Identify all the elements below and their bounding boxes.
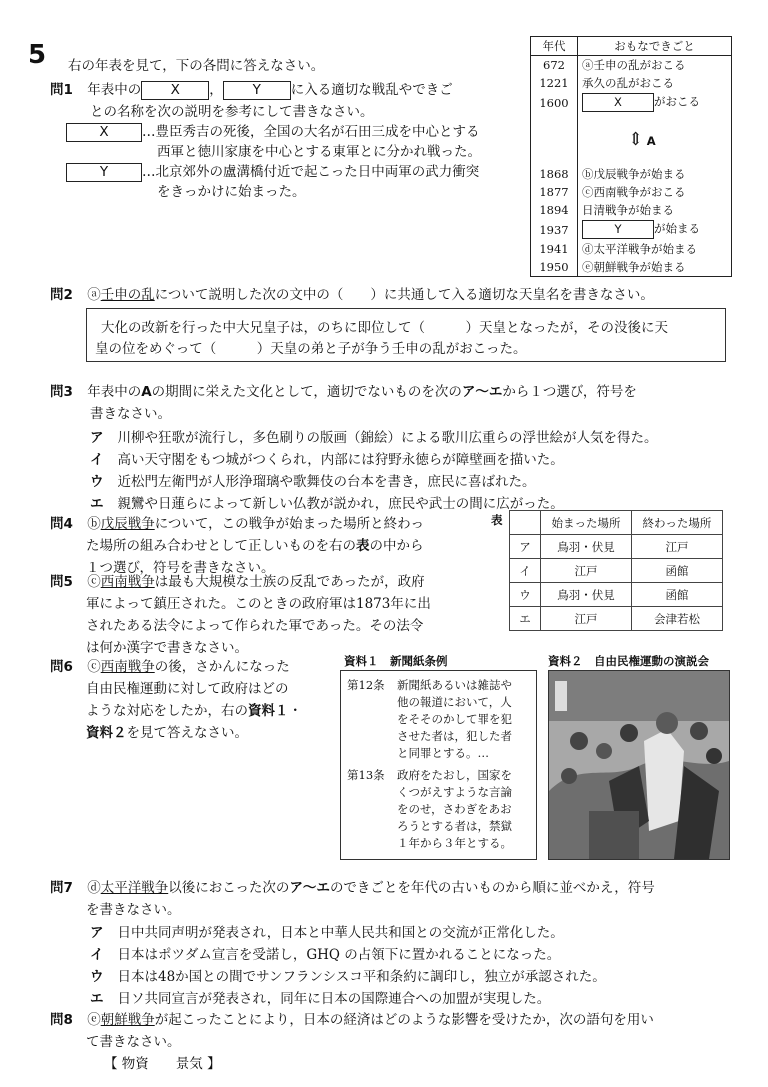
article-12-line: をそそのかして罪を犯 <box>397 712 512 726</box>
q7-option: ア 日中共同声明が発表され，日本と中華人民共和国との交流が正常化した。 <box>90 925 564 941</box>
timeline-header-event: おもなできごと <box>578 37 732 56</box>
timeline-year: 1221 <box>531 74 578 92</box>
q4: 問4 ⓑ戊辰戦争について，この戦争が始まった場所と終わっ <box>50 516 425 532</box>
table-row: ウ 鳥羽・伏見 函館 <box>510 583 723 607</box>
table-row: イ 江戸 函館 <box>510 559 723 583</box>
q8-terms: 【 物資 景気 】 <box>104 1056 221 1072</box>
material1-title: 資料１ 新聞紙条例 <box>344 654 448 668</box>
q1-x-desc2: 西軍と徳川家康を中心とする東軍とに分かれ戦った。 <box>157 144 481 160</box>
timeline-event: ⓐ壬申の乱がおこる <box>582 58 686 72</box>
article-12-head: 第12条 <box>347 678 385 692</box>
article-13-head: 第13条 <box>347 768 385 782</box>
article-13-line: １年から３年とする。 <box>397 836 512 850</box>
timeline-year: 1868 <box>531 165 578 183</box>
blank-box-x: X <box>582 93 654 112</box>
table-row: エ 江戸 会津若松 <box>510 607 723 631</box>
q1-y-desc2: をきっかけに始まった。 <box>157 184 306 200</box>
blank-box-y: Y <box>582 220 654 239</box>
q1-y-desc: Y …北京郊外の盧溝橋付近で起こった日中両軍の武力衝突 <box>66 160 479 182</box>
table-header: 終わった場所 <box>632 511 723 535</box>
q7: 問7 ⓓ太平洋戦争以後におこった次のア～エのできごとを年代の古いものから順に並べかえ，符号 <box>50 880 655 896</box>
section-number: 5 <box>28 40 47 70</box>
timeline-year <box>531 113 578 165</box>
q3-option: イ 高い天守閣をもつ城がつくられ，内部には狩野永徳らが障壁画を描いた。 <box>90 452 564 468</box>
q4-table <box>509 510 723 631</box>
q1-line2: との名称を次の説明を参考にして書きなさい。 <box>90 104 374 120</box>
timeline-year: 1877 <box>531 183 578 201</box>
q2: 問2 ⓐ壬申の乱について説明した次の文中の（ ）に共通して入る適切な天皇名を書きなさい。 <box>50 287 654 303</box>
intro-text: 右の年表を見て，下の各問に答えなさい。 <box>68 58 325 74</box>
article-13-line: 政府をたおし，国家を <box>397 768 512 782</box>
timeline-event: 日清戦争が始まる <box>582 203 674 217</box>
q6-line3: ような対応をしたか，右の資料１・ <box>86 703 302 719</box>
timeline-year: 672 <box>531 56 578 75</box>
q4-line2: た場所の組み合わせとして正しいものを右の表の中から <box>86 538 424 554</box>
q6-line4: 資料２を見て答えなさい。 <box>86 725 248 741</box>
speech-meeting-illustration <box>548 670 730 860</box>
q6-line2: 自由民権運動に対して政府はどの <box>86 681 289 697</box>
q3-line2: 書きなさい。 <box>90 406 171 422</box>
q1: 問1 年表中の X ， Y に入る適切な戦乱やできご <box>50 82 453 98</box>
timeline-event: ⓔ朝鮮戦争が始まる <box>582 260 686 274</box>
answer-box-y: Y <box>66 163 142 182</box>
timeline-event: X がおこる <box>578 92 732 113</box>
blank-box-x: X <box>141 81 209 100</box>
q2-box-line2: 皇の位をめぐって（ ）天皇の弟と子が争う壬申の乱がおこった。 <box>95 341 527 357</box>
q7-option: イ 日本はポツダム宣言を受諾し，GHQ の占領下に置かれることになった。 <box>90 947 561 963</box>
table-header: 始まった場所 <box>541 511 632 535</box>
q3-option: ア 川柳や狂歌が流行し，多色刷りの版画（錦絵）による歌川広重らの浮世絵が人気を得た。 <box>90 430 658 446</box>
timeline-event: ⓒ西南戦争がおこる <box>582 185 686 199</box>
q2-box <box>86 308 726 362</box>
timeline-year: 1894 <box>531 201 578 219</box>
q8: 問8 ⓔ朝鮮戦争が起こったことにより，日本の経済はどのような影響を受けたか，次の語句を用い <box>50 1012 654 1028</box>
table-row: ア 鳥羽・伏見 江戸 <box>510 535 723 559</box>
timeline-header-year: 年代 <box>531 37 578 56</box>
q6: 問6 ⓒ西南戦争の後，さかんになった <box>50 659 290 675</box>
article-13-line: をのせ，さわぎをあお <box>397 802 512 816</box>
article-12-line: と同罪とする。… <box>397 746 489 760</box>
material2-title: 資料２ 自由民権運動の演説会 <box>548 654 709 668</box>
q7-option: ウ 日本は48か国との間でサンフランシスコ平和条約に調印し，独立が承認された。 <box>90 969 606 985</box>
timeline-event: Y が始まる <box>578 219 732 240</box>
timeline-event: 承久の乱がおこる <box>582 76 674 90</box>
q7-line2: を書きなさい。 <box>86 902 181 918</box>
q5-line4: は何か漢字で書きなさい。 <box>86 640 248 656</box>
article-12-line: 他の報道において，人 <box>397 695 512 709</box>
table-caption: 表 <box>491 513 503 527</box>
article-13-line: くつがえすような言論 <box>397 785 512 799</box>
timeline-year: 1600 <box>531 92 578 113</box>
q4-line3: １つ選び，符号を書きなさい。 <box>86 560 275 576</box>
timeline <box>530 36 732 277</box>
article-13-line: ろうとする者は，禁獄 <box>397 819 512 833</box>
timeline-year: 1937 <box>531 219 578 240</box>
timeline-year: 1950 <box>531 258 578 276</box>
timeline-period-a: ⇕ A <box>628 128 656 150</box>
q1-x-desc: X …豊臣秀吉の死後，全国の大名が石田三成を中心とする <box>66 120 480 142</box>
q2-box-line1: 大化の改新を行った中大兄皇子は，のちに即位して（ ）天皇となったが，その没後に天 <box>101 320 668 336</box>
timeline-event: ⓓ太平洋戦争が始まる <box>582 242 697 256</box>
timeline-event: ⓑ戊辰戦争が始まる <box>582 167 686 181</box>
q5-line3: されたある法令によって作られた軍であった。その法令 <box>86 618 424 634</box>
material1-box <box>340 670 537 860</box>
article-12-line: させた者は，犯した者 <box>397 729 512 743</box>
article-12-line: 新聞紙あるいは雑誌や <box>397 678 512 692</box>
blank-box-y: Y <box>223 81 291 100</box>
answer-box-x: X <box>66 123 142 142</box>
timeline-year: 1941 <box>531 240 578 258</box>
q3-option: ウ 近松門左衛門が人形浄瑠璃や歌舞伎の台本を書き，庶民に喜ばれた。 <box>90 474 536 490</box>
q8-line2: て書きなさい。 <box>86 1034 181 1050</box>
q5-line2: 軍によって鎮圧された。このときの政府軍は1873年に出 <box>86 596 431 612</box>
q5: 問5 ⓒ西南戦争は最も大規模な士族の反乱であったが，政府 <box>50 574 425 590</box>
q7-option: エ 日ソ共同宣言が発表され，同年に日本の国際連合への加盟が実現した。 <box>90 991 551 1007</box>
q3: 問3 年表中のAの期間に栄えた文化として，適切でないものを次のア～エから１つ選び，符号を <box>50 384 637 400</box>
double-arrow-icon: ⇕ <box>628 128 644 150</box>
q3-option: エ 親鸞や日蓮らによって新しい仏教が説かれ，庶民や武士の間に広がった。 <box>90 496 564 512</box>
